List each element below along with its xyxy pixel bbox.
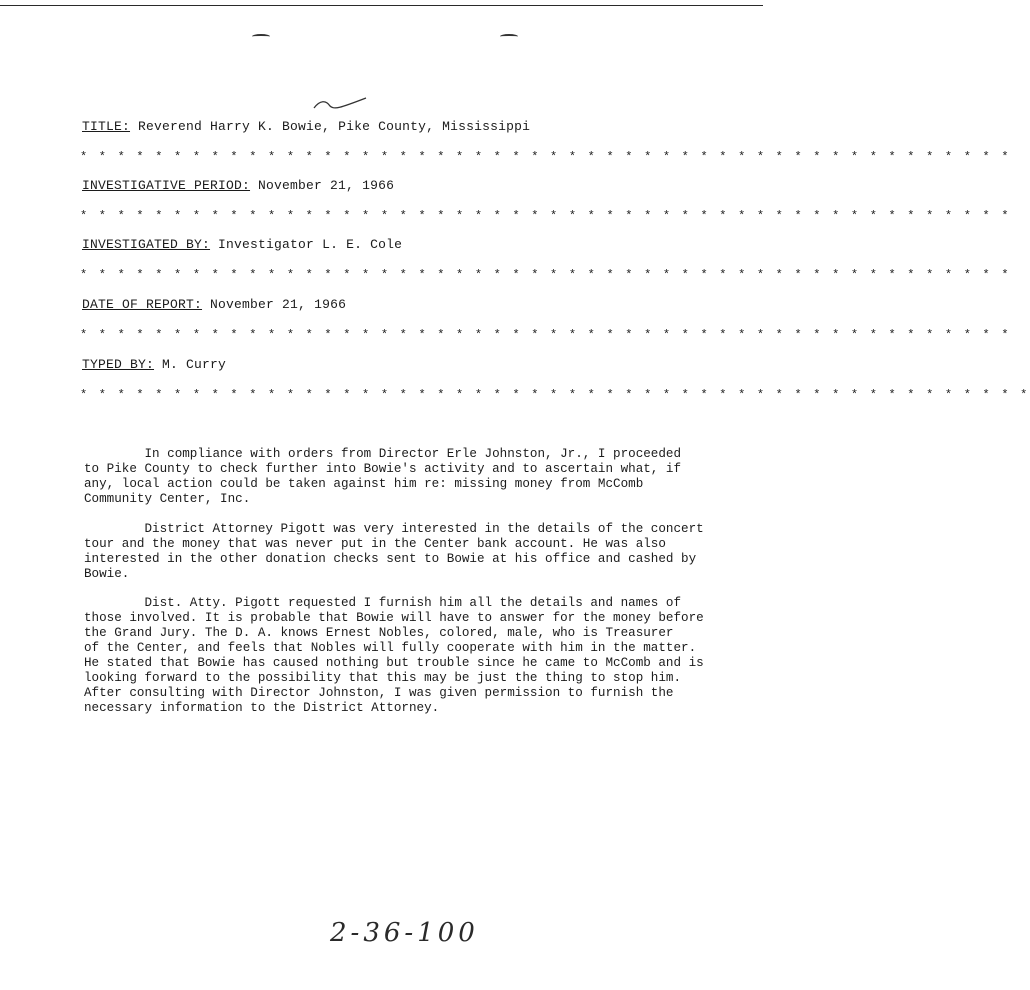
report-date-value: November 21, 1966	[210, 297, 347, 312]
period-value: November 21, 1966	[258, 178, 395, 193]
paragraph-1	[84, 447, 714, 507]
separator-2: * * * * * * * * * * * * * * * * * * * * * * * * * * * * * * * * * * * * * * * * * * * * * * * * * *	[80, 209, 1011, 223]
investigative-period-field	[82, 178, 394, 193]
investigated-by-field	[82, 237, 402, 252]
paragraph-3-line-2: those involved. It is probable that Bowie will have to answer for the money before	[84, 611, 704, 625]
top-border-line	[0, 5, 763, 6]
separator-3: * * * * * * * * * * * * * * * * * * * * * * * * * * * * * * * * * * * * * * * * * * * * * * * * * *	[80, 268, 1011, 282]
paragraph-3-line-5: He stated that Bowie has caused nothing but trouble since he came to McComb and is	[84, 656, 704, 670]
title-value: Reverend Harry K. Bowie, Pike County, Mississippi	[138, 119, 531, 134]
paragraph-3-line-1: Dist. Atty. Pigott requested I furnish him all the details and names of	[84, 596, 682, 610]
paragraph-2-line-1: District Attorney Pigott was very interested in the details of the concert	[84, 522, 704, 536]
investigator-label: INVESTIGATED BY:	[82, 237, 211, 252]
paragraph-1-line-2: to Pike County to check further into Bowie's activity and to ascertain what, if	[84, 462, 682, 476]
paragraph-2-line-2: tour and the money that was never put in the Center bank account. He was also	[84, 537, 666, 551]
paragraph-2-line-4: Bowie.	[84, 567, 130, 581]
typed-by-label: TYPED BY:	[82, 357, 155, 372]
paragraph-3	[84, 596, 714, 716]
report-date-label: DATE OF REPORT:	[82, 297, 203, 312]
paragraph-1-line-1: In compliance with orders from Director Erle Johnston, Jr., I proceeded	[84, 447, 682, 461]
paragraph-2-line-3: interested in the other donation checks sent to Bowie at his office and cashed by	[84, 552, 697, 566]
handwritten-file-number: 2-36-100	[330, 918, 479, 948]
investigator-value: Investigator L. E. Cole	[218, 237, 403, 252]
handwritten-mark	[310, 96, 370, 114]
date-of-report-field	[82, 297, 346, 312]
paragraph-3-line-7: After consulting with Director Johnston, I was given permission to furnish the	[84, 686, 674, 700]
paragraph-3-line-6: looking forward to the possibility that this may be just the thing to stop him.	[84, 671, 682, 685]
separator-1: * * * * * * * * * * * * * * * * * * * * * * * * * * * * * * * * * * * * * * * * * * * * * * * * * *	[80, 150, 1011, 164]
paragraph-1-line-3: any, local action could be taken against him re: missing money from McComb	[84, 477, 644, 491]
separator-4: * * * * * * * * * * * * * * * * * * * * * * * * * * * * * * * * * * * * * * * * * * * * * * * * * *	[80, 328, 1011, 342]
paragraph-1-line-4: Community Center, Inc.	[84, 492, 251, 506]
punch-hole-mark-left	[252, 34, 270, 39]
title-field	[82, 119, 530, 134]
separator-5: * * * * * * * * * * * * * * * * * * * * * * * * * * * * * * * * * * * * * * * * * * * * * * * * * * *	[80, 388, 1030, 402]
paragraph-3-line-8: necessary information to the District Attorney.	[84, 701, 440, 715]
paragraph-2	[84, 522, 714, 582]
paragraph-3-line-3: the Grand Jury. The D. A. knows Ernest Nobles, colored, male, who is Treasurer	[84, 626, 674, 640]
typed-by-value: M. Curry	[162, 357, 227, 372]
title-label: TITLE:	[82, 119, 131, 134]
paragraph-3-line-4: of the Center, and feels that Nobles will fully cooperate with him in the matter.	[84, 641, 697, 655]
period-label: INVESTIGATIVE PERIOD:	[82, 178, 251, 193]
typed-by-field	[82, 357, 226, 372]
punch-hole-mark-right	[500, 34, 518, 39]
